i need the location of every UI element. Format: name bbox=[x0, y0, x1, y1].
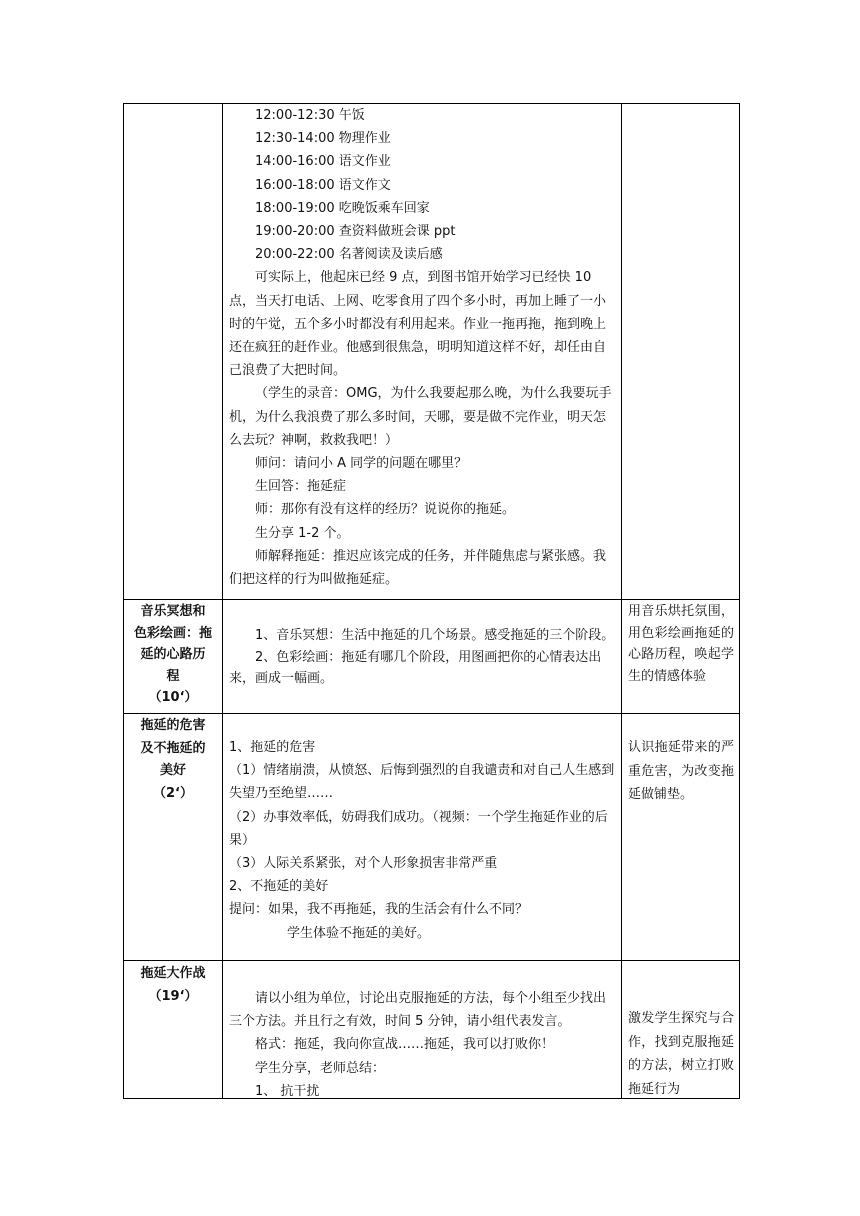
table-rule bbox=[222, 103, 223, 1099]
stage-title-line: 程 bbox=[166, 668, 180, 684]
intent-cell bbox=[628, 601, 734, 713]
intent-cell bbox=[628, 103, 734, 599]
intent-text: 认识拖延带来的严重危害，为改变拖延做铺垫。 bbox=[628, 740, 734, 802]
process-paragraph: 师解释拖延：推迟应该完成的任务，并伴随焦虑与紧张感。我们把这样的行为叫做拖延症。 bbox=[229, 548, 607, 588]
stage-title-line: 拖延的危害 bbox=[140, 718, 206, 733]
process-paragraph: （学生的录音：OMG，为什么我要起那么晚，为什么我要玩手机，为什么我浪费了那么多时间，天哪，要是做不完作业，明天怎么去玩？神啊，救救我吧！） bbox=[229, 386, 612, 448]
stage-title-line: 音乐冥想和 bbox=[140, 604, 206, 619]
process-paragraph: 可实际上，他起床已经 9 点，到图书馆开始学习已经快 10 点，当天打电话、上网、吃零食用了四个多小时，再加上睡了一小时的午觉，五个多小时都没有利用起来。作业一拖再拖，拖到晚上还在疯狂的赶作业。他感到很焦急，明明知道这样不好，却任由自己浪费了大把时间。 bbox=[229, 270, 607, 379]
table-rule bbox=[621, 103, 622, 1099]
process-paragraph: 学生分享，老师总结： bbox=[255, 1060, 386, 1076]
process-paragraph: 师问：请问小 A 同学的问题在哪里？ bbox=[255, 456, 468, 472]
intent-cell bbox=[628, 1007, 734, 1098]
process-paragraph: 提问：如果，我不再拖延，我的生活会有什么不同？ bbox=[229, 902, 529, 918]
table-rule bbox=[123, 960, 740, 961]
table-rule bbox=[123, 713, 740, 714]
stage-title-line: （19‘） bbox=[148, 988, 198, 1004]
process-paragraph: 生分享 1-2 个。 bbox=[255, 525, 350, 541]
process-paragraph: 20:00-22:00 名著阅读及读后感 bbox=[255, 247, 443, 263]
process-paragraph: （2）办事效率低，妨碍我们成功。（视频：一个学生拖延作业的后果） bbox=[229, 809, 608, 848]
stage-title-line: 及不拖延的 bbox=[140, 740, 206, 756]
stage-title-line: 延的心路历 bbox=[140, 647, 206, 662]
process-cell bbox=[229, 736, 617, 958]
stage-title-line: 美好 bbox=[159, 763, 186, 778]
stage-title-line: 色彩绘画：拖 bbox=[133, 625, 212, 641]
process-paragraph: 1、拖延的危害 bbox=[229, 740, 316, 755]
process-cell bbox=[229, 625, 617, 711]
process-paragraph: （3）人际关系紧张，对个人形象损害非常严重 bbox=[229, 856, 498, 872]
process-paragraph: （1）情绪崩溃，从愤怒、后悔到强烈的自我谴责和对自己人生感到失望乃至绝望…… bbox=[229, 763, 615, 802]
stage-cell bbox=[124, 715, 222, 960]
stage-cell bbox=[124, 963, 222, 1098]
lesson-plan-table bbox=[123, 103, 740, 1099]
process-paragraph: 生回答：拖延症 bbox=[255, 479, 347, 495]
process-paragraph: 1、音乐冥想：生活中拖延的几个场景。感受拖延的三个阶段。 bbox=[255, 628, 615, 643]
process-paragraph: 师：那你有没有这样的经历？说说你的拖延。 bbox=[255, 502, 516, 518]
process-paragraph: 14:00-16:00 语文作业 bbox=[255, 154, 391, 170]
process-paragraph: 学生体验不拖延的美好。 bbox=[287, 925, 431, 941]
intent-text: 激发学生探究与合作，找到克服拖延的方法，树立打败拖延行为 bbox=[628, 1011, 734, 1097]
process-paragraph: 12:00-12:30 午饭 bbox=[255, 108, 365, 123]
intent-cell bbox=[628, 736, 734, 958]
process-paragraph: 18:00-19:00 吃晚饭乘车回家 bbox=[255, 200, 430, 216]
intent-text: 用音乐烘托氛围，用色彩绘画拖延的心路历程，唤起学生的情感体验 bbox=[628, 604, 734, 684]
stage-title-line: （2‘） bbox=[153, 785, 193, 801]
stage-title-line: （10‘） bbox=[148, 690, 198, 705]
process-paragraph: 19:00-20:00 查资料做班会课 ppt bbox=[255, 224, 456, 240]
process-paragraph: 2、色彩绘画：拖延有哪几个阶段，用图画把你的心情表达出来，画成一幅画。 bbox=[229, 649, 602, 686]
process-cell bbox=[229, 987, 617, 1098]
process-paragraph: 12:30-14:00 物理作业 bbox=[255, 131, 391, 147]
stage-cell bbox=[123, 103, 222, 599]
stage-cell bbox=[124, 601, 222, 713]
process-paragraph: 请以小组为单位，讨论出克服拖延的方法，每个小组至少找出三个方法。并且行之有效，时间 5 分钟，请小组代表发言。 bbox=[229, 991, 607, 1030]
process-paragraph: 2、不拖延的美好 bbox=[229, 879, 329, 895]
table-rule bbox=[739, 103, 740, 1099]
process-paragraph: 1、 抗干扰 bbox=[255, 1083, 320, 1099]
stage-title-line: 拖延大作战 bbox=[140, 966, 206, 981]
table-rule bbox=[123, 599, 740, 600]
process-paragraph: 格式：拖延，我向你宣战……拖延，我可以打败你！ bbox=[255, 1037, 555, 1053]
process-cell bbox=[229, 104, 617, 598]
process-paragraph: 16:00-18:00 语文作文 bbox=[255, 177, 391, 193]
